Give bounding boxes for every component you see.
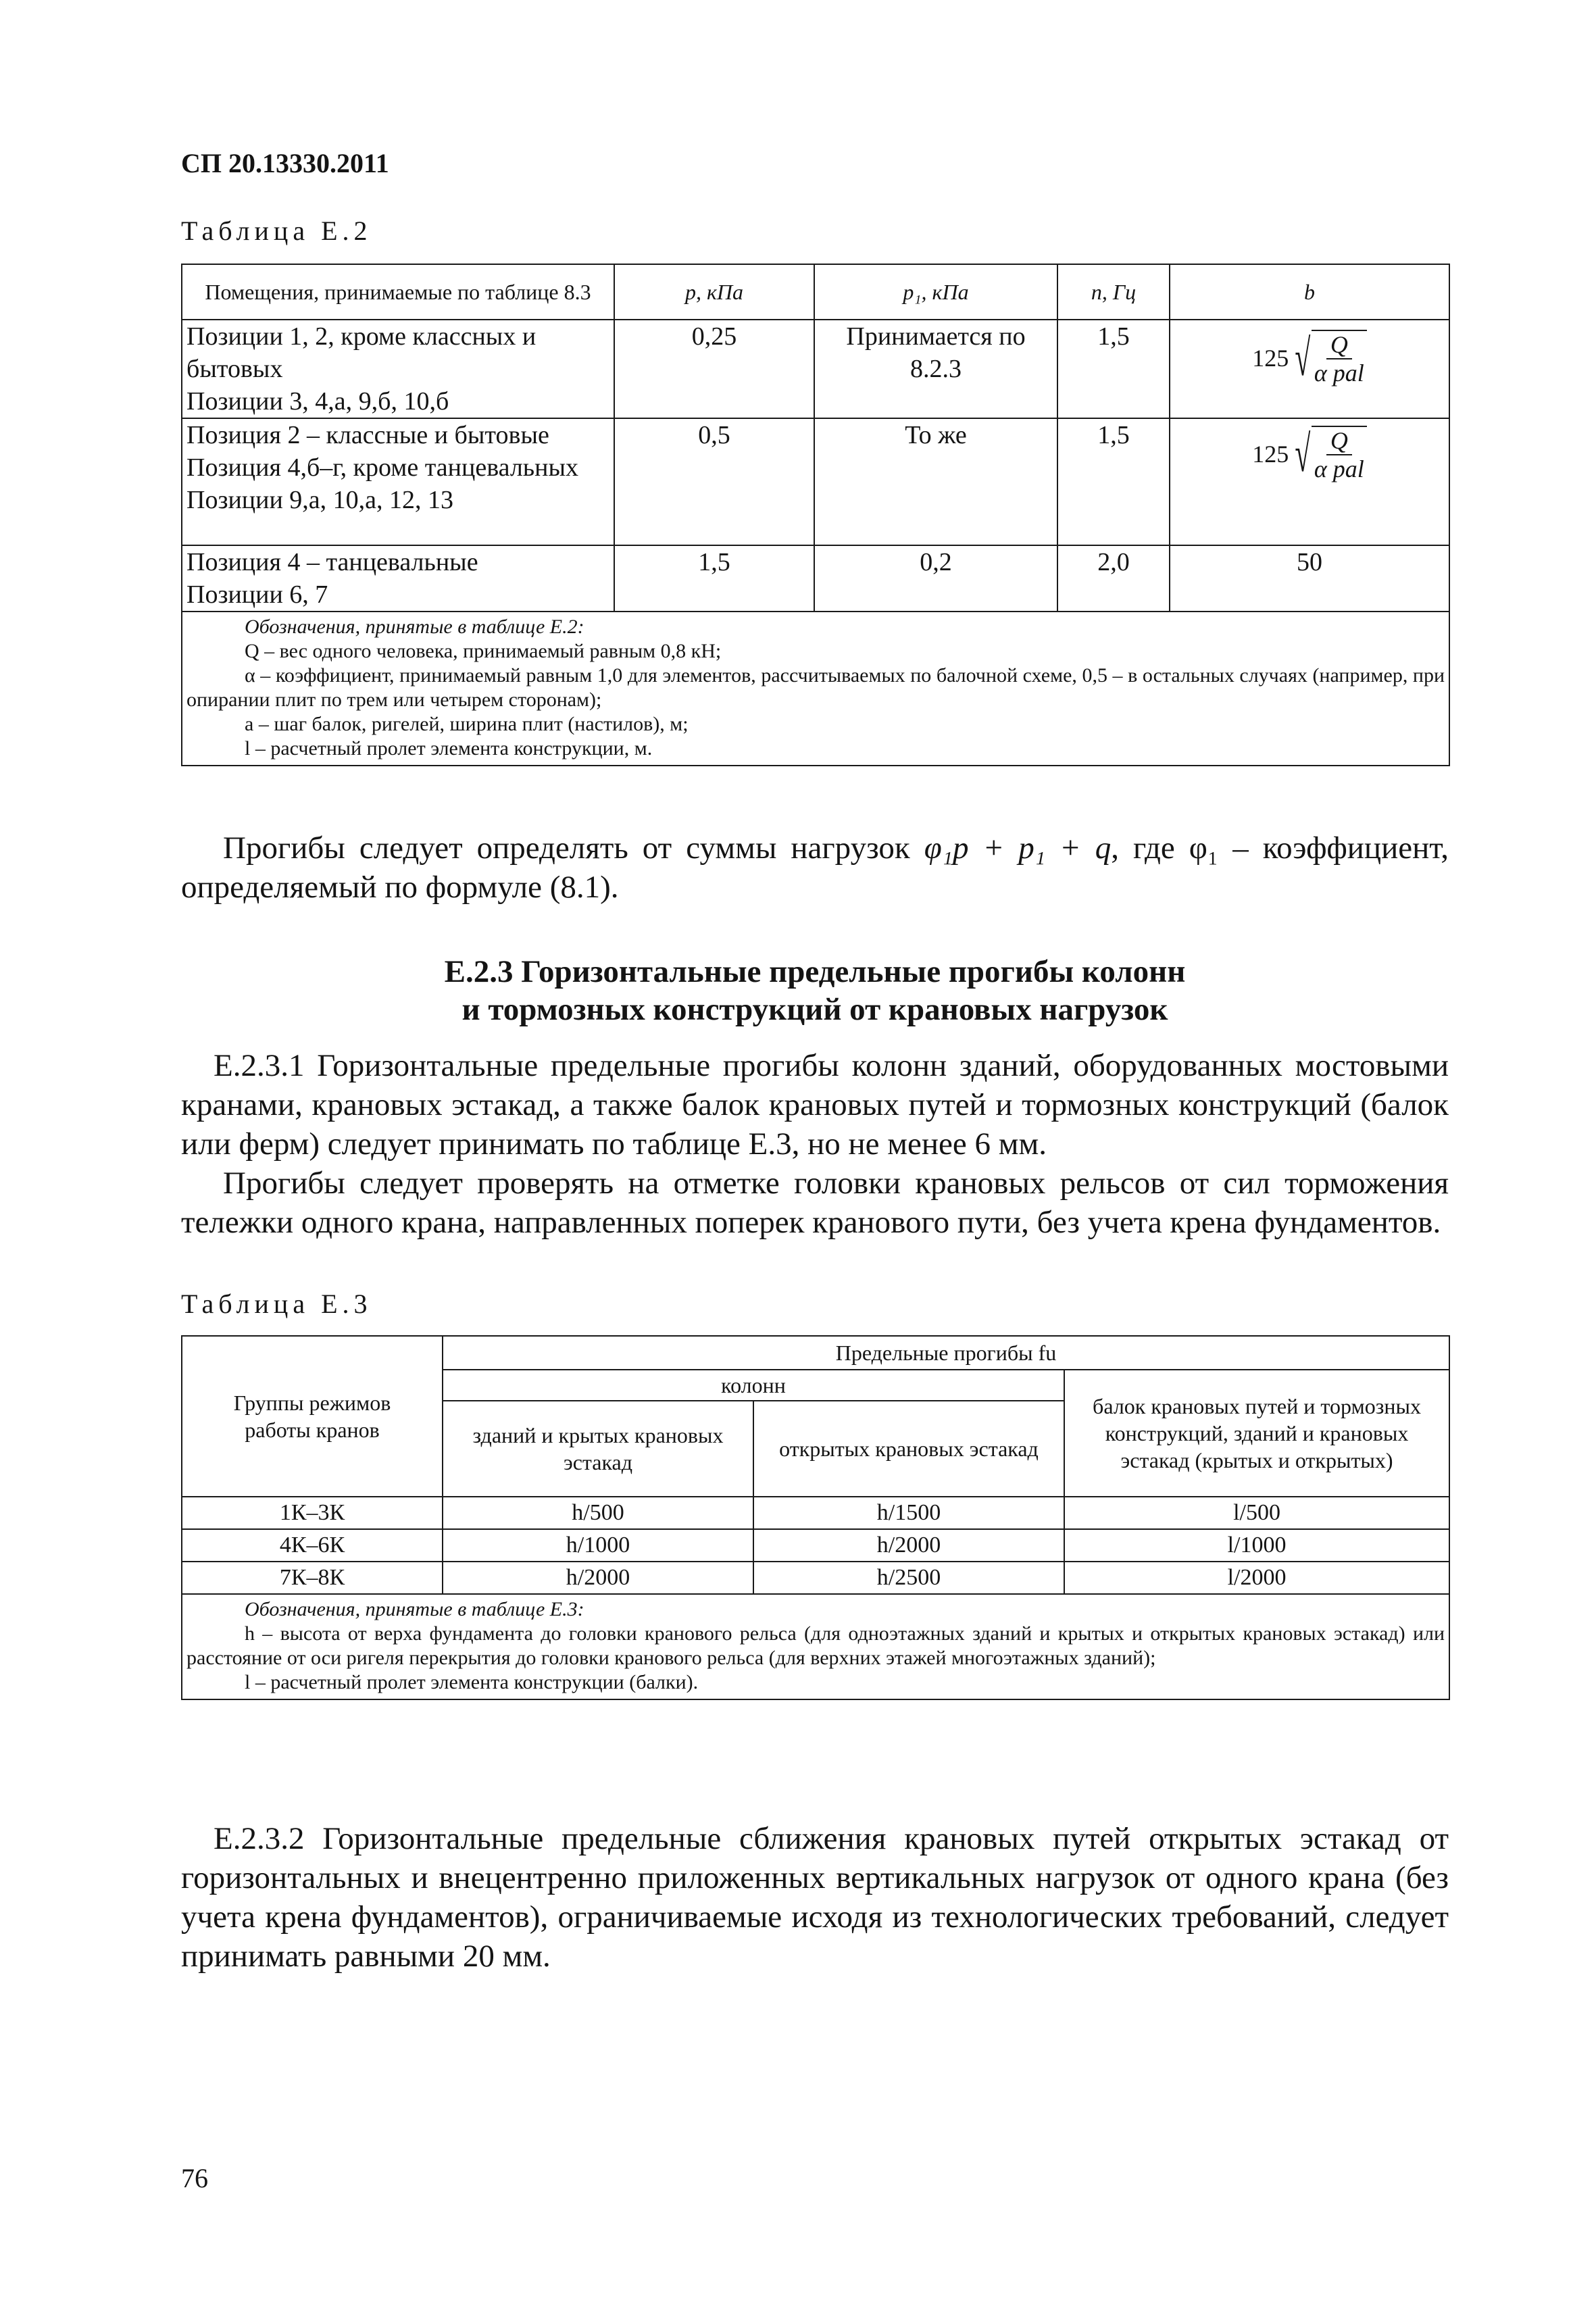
rooms-line: Позиции 1, 2, кроме классных и бытовых [186, 322, 537, 383]
rooms-cell [182, 545, 614, 612]
paragraph-text: Прогибы следует определять от суммы нагрузок [223, 830, 924, 866]
sqrt-icon: √ [1295, 330, 1311, 387]
sqrt-icon: √ [1295, 426, 1311, 482]
buildings-cell: h/2000 [443, 1562, 753, 1594]
formula-coefficient: 125 [1252, 345, 1289, 372]
table-e3-header-row [182, 1336, 1449, 1370]
page-number: 76 [181, 2163, 208, 2193]
buildings-cell: h/1000 [443, 1529, 753, 1562]
formula-coefficient: 125 [1252, 441, 1289, 468]
n-cell: 1,5 [1057, 418, 1170, 545]
heading-line: Е.2.3 Горизонтальные предельные прогибы колонн [444, 954, 1186, 989]
section-heading [181, 953, 1449, 1028]
note-item: a – шаг балок, ригелей, ширина плит (настилов), м; [245, 713, 689, 735]
b-formula-cell [1170, 320, 1449, 418]
note-item: l – расчетный пролет элемента конструкции, м. [245, 737, 653, 760]
rooms-line: Позиции 3, 4,а, 9,б, 10,б [186, 387, 449, 416]
header-limits: Предельные прогибы fu [443, 1336, 1449, 1370]
buildings-cell: h/500 [443, 1497, 753, 1529]
table-e3-notes [182, 1594, 1449, 1699]
group-cell: 4К–6К [182, 1529, 443, 1562]
table-row [182, 1562, 1449, 1594]
header-beams: балок крановых путей и тормозных конструкций, зданий и крановых эстакад (крытых и открытых) [1064, 1370, 1449, 1497]
rooms-line: Позиции 9,а, 10,а, 12, 13 [186, 486, 454, 514]
table-e2-caption: Таблица Е.2 [181, 216, 372, 246]
table-e2-notes [182, 612, 1449, 766]
table-e2 [181, 264, 1450, 766]
header-groups: Группы режимов работы кранов [182, 1336, 443, 1497]
table-row [182, 545, 1449, 612]
rooms-line: Позиции 6, 7 [186, 580, 328, 609]
notes-title: Обозначения, принятые в таблице Е.3: [245, 1598, 584, 1620]
b-formula [1174, 426, 1445, 482]
open-cell: h/1500 [753, 1497, 1064, 1529]
p1-cell: То же [814, 418, 1057, 545]
p1-cell: Принимается по 8.2.3 [814, 320, 1057, 418]
beams-cell: l/1000 [1064, 1529, 1449, 1562]
rooms-line: Позиция 2 – классные и бытовые [186, 421, 549, 449]
header-p1: p₁, кПа [814, 264, 1057, 320]
b-formula [1174, 330, 1445, 387]
open-cell: h/2000 [753, 1529, 1064, 1562]
formula-numerator: Q [1326, 331, 1352, 359]
note-item: α – коэффициент, принимаемый равным 1,0 для элементов, рассчитываемых по балочной схеме, 0,5 – в остальных случаях (например, при опирании плит по трем или четырем сторонам); [186, 664, 1445, 711]
table-e3 [181, 1335, 1450, 1700]
p-cell: 0,25 [614, 320, 814, 418]
p-cell: 1,5 [614, 545, 814, 612]
rooms-line: Позиция 4 – танцевальные [186, 548, 478, 576]
beams-cell: l/500 [1064, 1497, 1449, 1529]
table-row [182, 1529, 1449, 1562]
formula-numerator: Q [1326, 427, 1352, 455]
notes-row [182, 612, 1449, 766]
formula-fraction [1312, 330, 1367, 387]
header-buildings: зданий и крытых крановых эстакад [443, 1401, 753, 1497]
rooms-cell [182, 320, 614, 418]
group-cell: 1К–3К [182, 1497, 443, 1529]
table-row [182, 320, 1449, 418]
table-row [182, 418, 1449, 545]
table-row [182, 1497, 1449, 1529]
table-e2-header-row [182, 264, 1449, 320]
beams-cell: l/2000 [1064, 1562, 1449, 1594]
p1-cell: 0,2 [814, 545, 1057, 612]
notes-title: Обозначения, принятые в таблице Е.2: [245, 616, 584, 638]
document-code: СП 20.13330.2011 [181, 148, 389, 178]
p-cell: 0,5 [614, 418, 814, 545]
heading-line: и тормозных конструкций от крановых нагрузок [462, 992, 1168, 1027]
rooms-line: Позиция 4,б–г, кроме танцевальных [186, 453, 579, 482]
note-item: h – высота от верха фундамента до головки кранового рельса (для одноэтажных зданий и крытых и открытых крановых эстакад) или расстояние от оси ригеля перекрытия до головки кранового рельса (для верхних этажей многоэтажных зданий); [186, 1622, 1445, 1669]
header-b: b [1170, 264, 1449, 320]
paragraph-e231-continued: Прогибы следует проверять на отметке головки крановых рельсов от сил торможения тележки одного крана, направленных поперек кранового пути, без учета крена фундаментов. [181, 1166, 1449, 1240]
formula-denominator: α pal [1314, 359, 1364, 387]
header-p: p, кПа [614, 264, 814, 320]
notes-row [182, 1594, 1449, 1699]
formula-denominator: α pal [1314, 455, 1364, 482]
paragraph-formula: φ₁p + p₁ + q [924, 830, 1112, 866]
paragraph-text: , где φ₁ – коэффициент, определяемый по формуле (8.1). [181, 830, 1449, 905]
note-item: l – расчетный пролет элемента конструкции (балки). [245, 1671, 699, 1693]
b-formula-cell [1170, 418, 1449, 545]
n-cell: 2,0 [1057, 545, 1170, 612]
paragraph-e232: Е.2.3.2 Горизонтальные предельные сближения крановых путей открытых эстакад от горизонтальных и внецентренно приложенных вертикальных нагрузок от одного крана (без учета крена фундаментов), ограничиваемые исходя из технологических требований, следует принимать равными 20 мм. [181, 1821, 1449, 1974]
group-cell: 7К–8К [182, 1562, 443, 1594]
header-n: n, Гц [1057, 264, 1170, 320]
header-open: открытых крановых эстакад [753, 1401, 1064, 1497]
formula-fraction [1312, 426, 1367, 482]
table-e3-caption: Таблица Е.3 [181, 1289, 372, 1319]
open-cell: h/2500 [753, 1562, 1064, 1594]
note-item: Q – вес одного человека, принимаемый равным 0,8 кН; [245, 640, 722, 662]
paragraph-deflection-sum [181, 828, 1449, 907]
b-cell: 50 [1170, 545, 1449, 612]
header-columns: колонн [443, 1370, 1064, 1401]
n-cell: 1,5 [1057, 320, 1170, 418]
header-rooms: Помещения, принимаемые по таблице 8.3 [182, 264, 614, 320]
paragraph-e231: Е.2.3.1 Горизонтальные предельные прогибы колонн зданий, оборудованных мостовыми кранами, крановых эстакад, а также балок крановых путей и тормозных конструкций (балок или ферм) следует принимать по таблице Е.3, но не менее 6 мм. [181, 1048, 1449, 1162]
rooms-cell [182, 418, 614, 545]
